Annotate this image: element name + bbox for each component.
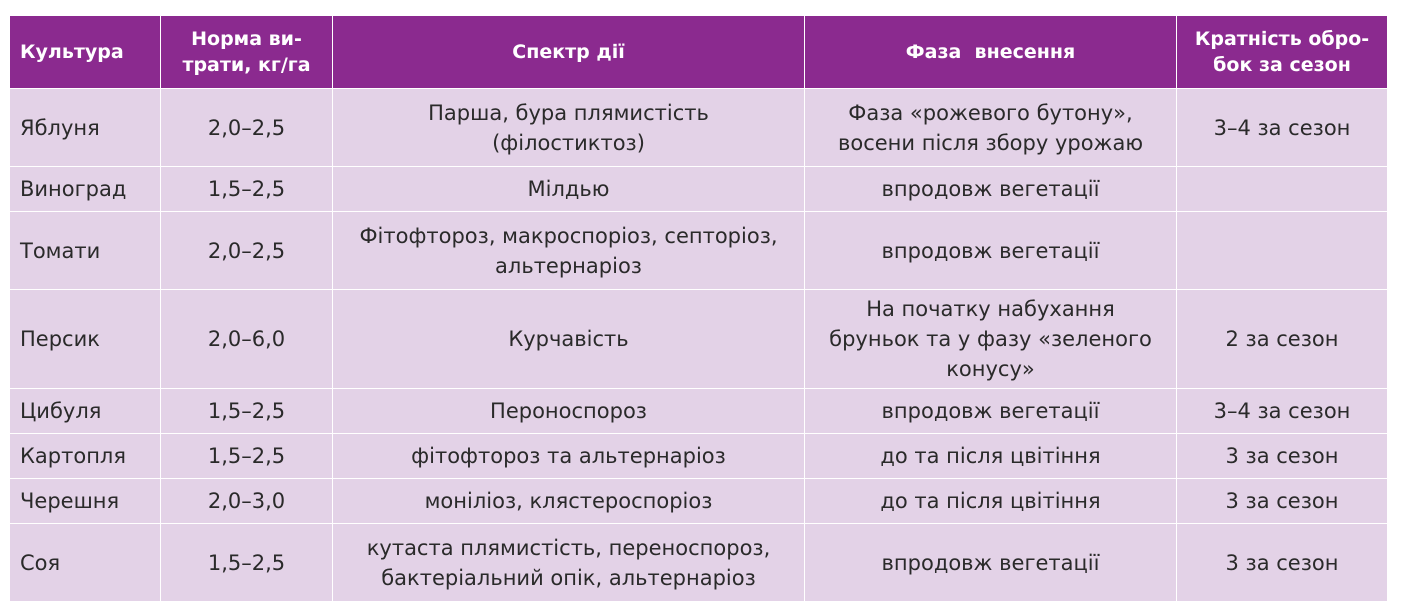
table-row <box>10 479 1388 524</box>
cell-crop: Томати <box>10 212 161 290</box>
cell-spectrum: Пероноспороз <box>333 389 805 434</box>
table-row <box>10 389 1388 434</box>
cell-phase: Фаза «рожевого бутону», восени після збору урожаю <box>805 89 1177 167</box>
table-row <box>10 434 1388 479</box>
cell-spectrum: фітофтороз та альтернаріоз <box>333 434 805 479</box>
fungicide-application-table <box>9 15 1388 602</box>
cell-spectrum: Курчавість <box>333 290 805 389</box>
cell-frequency: 3–4 за сезон <box>1177 89 1388 167</box>
cell-rate: 2,0–2,5 <box>161 89 333 167</box>
cell-rate: 2,0–3,0 <box>161 479 333 524</box>
cell-crop: Черешня <box>10 479 161 524</box>
cell-crop: Картопля <box>10 434 161 479</box>
table-row <box>10 290 1388 389</box>
cell-frequency <box>1177 167 1388 212</box>
header-frequency-text: Кратність обро- бок за сезон <box>1194 28 1370 76</box>
table-row <box>10 167 1388 212</box>
cell-phase: впродовж вегетації <box>805 167 1177 212</box>
cell-spectrum: кутаста плямистість, переноспороз, бактеріальний опік, альтернаріоз <box>333 524 805 602</box>
table-row <box>10 212 1388 290</box>
cell-rate: 2,0–2,5 <box>161 212 333 290</box>
table-row <box>10 89 1388 167</box>
table-header-row <box>10 16 1388 89</box>
cell-phase: до та після цвітіння <box>805 434 1177 479</box>
cell-spectrum: Фітофтороз, макроспоріоз, септоріоз, альтернаріоз <box>333 212 805 290</box>
cell-crop: Яблуня <box>10 89 161 167</box>
cell-crop: Соя <box>10 524 161 602</box>
cell-phase: На початку набухання бруньок та у фазу «зеленого конусу» <box>805 290 1177 389</box>
header-frequency <box>1177 16 1388 89</box>
cell-frequency: 3–4 за сезон <box>1177 389 1388 434</box>
cell-phase: впродовж вегетації <box>805 524 1177 602</box>
cell-crop: Персик <box>10 290 161 389</box>
fungicide-table-container <box>9 15 1387 602</box>
cell-rate: 1,5–2,5 <box>161 524 333 602</box>
table-row <box>10 524 1388 602</box>
cell-frequency: 3 за сезон <box>1177 524 1388 602</box>
cell-rate: 1,5–2,5 <box>161 167 333 212</box>
cell-rate: 2,0–6,0 <box>161 290 333 389</box>
cell-crop: Виноград <box>10 167 161 212</box>
cell-frequency <box>1177 212 1388 290</box>
header-crop: Культура <box>10 16 161 89</box>
cell-rate: 1,5–2,5 <box>161 434 333 479</box>
cell-spectrum: Мілдью <box>333 167 805 212</box>
cell-phase: впродовж вегетації <box>805 389 1177 434</box>
cell-phase: до та після цвітіння <box>805 479 1177 524</box>
cell-frequency: 3 за сезон <box>1177 479 1388 524</box>
header-spectrum: Спектр дії <box>333 16 805 89</box>
cell-frequency: 2 за сезон <box>1177 290 1388 389</box>
header-phase: Фаза внесення <box>805 16 1177 89</box>
cell-frequency: 3 за сезон <box>1177 434 1388 479</box>
cell-crop: Цибуля <box>10 389 161 434</box>
header-rate-text: Норма ви- трати, кг/га <box>182 28 311 76</box>
header-rate <box>161 16 333 89</box>
cell-spectrum: Парша, бура плямистість (філостиктоз) <box>333 89 805 167</box>
cell-rate: 1,5–2,5 <box>161 389 333 434</box>
cell-spectrum: моніліоз, клястероспоріоз <box>333 479 805 524</box>
cell-phase: впродовж вегетації <box>805 212 1177 290</box>
